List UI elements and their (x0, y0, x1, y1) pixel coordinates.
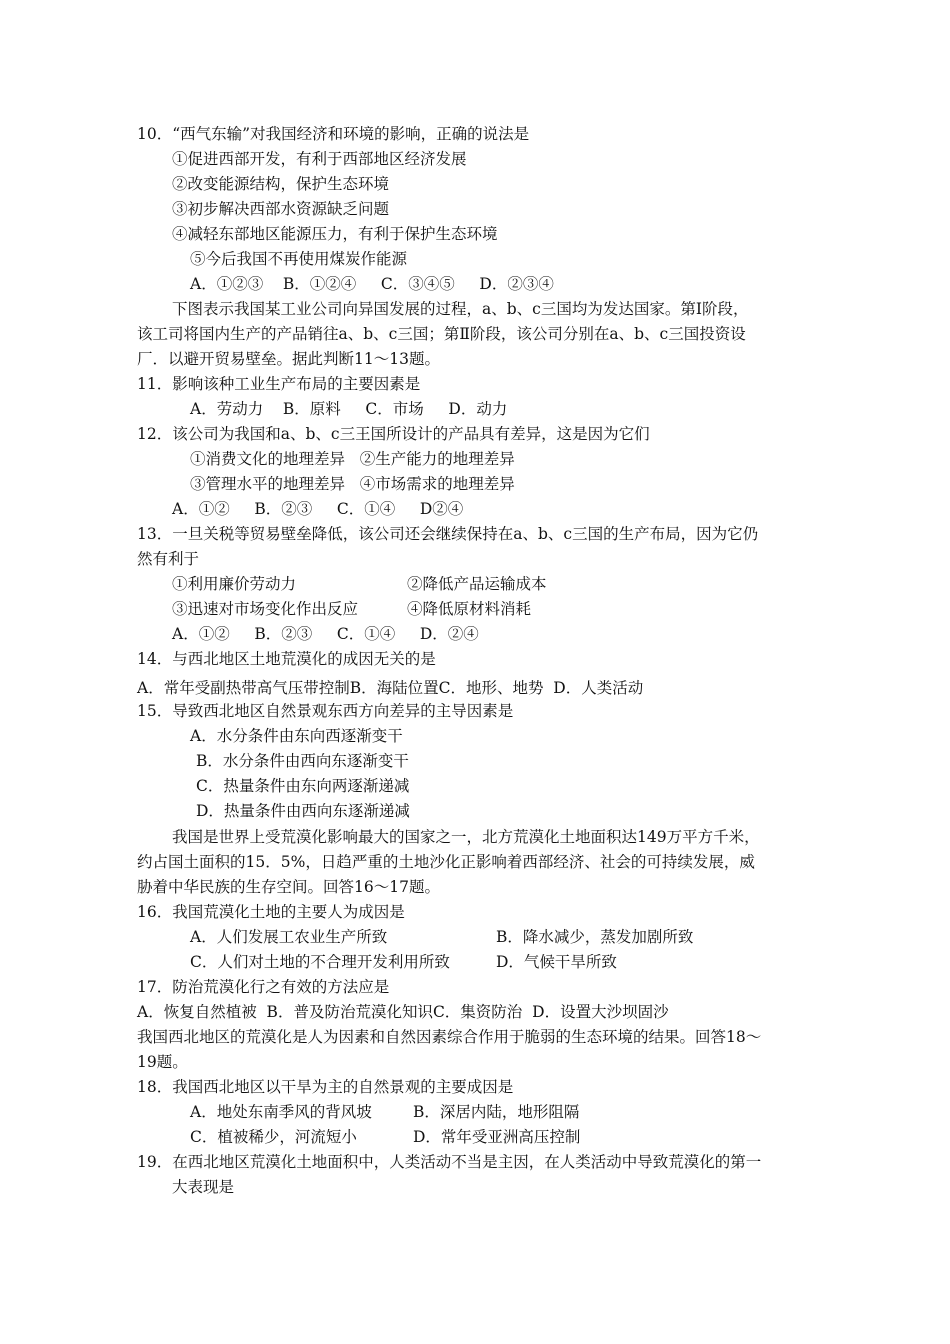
q17-stem: 17．防治荒漠化行之有效的方法应是 (137, 978, 390, 996)
q11-stem: 11．影响该种工业生产布局的主要因素是 (137, 375, 421, 393)
q12-stem: 12．该公司为我国和a、b、c三王国所设计的产品具有差异，这是因为它们 (137, 425, 650, 443)
q10-item-5: ⑤今后我国不再使用煤炭作能源 (190, 250, 408, 268)
passage-11-13-line-2: 该工司将国内生产的产品销往a、b、c三国；第Ⅱ阶段，该公司分别在a、b、c三国投资设 (137, 325, 746, 343)
q19-stem-line-2: 大表现是 (172, 1178, 235, 1196)
q15-option-b: B．水分条件由西向东逐渐变干 (196, 752, 409, 770)
q12-items-2: ③管理水平的地理差异 ④市场需求的地理差异 (190, 475, 515, 493)
q13-stem-line-2: 然有利于 (137, 550, 200, 568)
q12-items-1: ①消费文化的地理差异 ②生产能力的地理差异 (190, 450, 515, 468)
passage-11-13-line-3: 厂．以避开贸易壁垒。据此判断11～13题。 (137, 350, 440, 368)
q13-item-4: ④降低原材料消耗 (407, 600, 532, 618)
q18-stem: 18．我国西北地区以干旱为主的自然景观的主要成因是 (137, 1078, 514, 1096)
q18-option-b: B．深居内陆，地形阻隔 (413, 1103, 580, 1121)
passage-16-17-line-1: 我国是世界上受荒漠化影响最大的国家之一，北方荒漠化土地面积达149万平方千米， (172, 828, 760, 846)
passage-16-17-line-2: 约占国土面积的15．5%，日趋严重的土地沙化正影响着西部经济、社会的可持续发展，威 (137, 853, 755, 871)
q14-options: A．常年受副热带高气压带控制B．海陆位置C．地形、地势 D．人类活动 (137, 679, 644, 697)
q14-stem: 14．与西北地区土地荒漠化的成因无关的是 (137, 650, 436, 668)
q15-stem: 15．导致西北地区自然景观东西方向差异的主导因素是 (137, 702, 514, 720)
q12-options: A．①② B．②③ C．①④ D②④ (172, 500, 464, 518)
q10-item-4: ④减轻东部地区能源压力，有利于保护生态环境 (172, 225, 498, 243)
q16-option-a: A．人们发展工农业生产所致 (190, 928, 388, 946)
passage-18-19-line-2: 19题。 (137, 1053, 188, 1071)
q15-option-d: D．热量条件由西向东逐渐递减 (196, 802, 410, 820)
q13-item-1: ①利用廉价劳动力 (172, 575, 297, 593)
q18-option-c: C．植被稀少，河流短小 (190, 1128, 357, 1146)
q16-stem: 16．我国荒漠化土地的主要人为成因是 (137, 903, 405, 921)
q15-option-a: A．水分条件由东向西逐渐变干 (190, 727, 403, 745)
q18-option-a: A．地处东南季风的背风坡 (190, 1103, 372, 1121)
q16-option-c: C．人们对土地的不合理开发利用所致 (190, 953, 450, 971)
q10-item-1: ①促进西部开发，有利于西部地区经济发展 (172, 150, 467, 168)
q13-stem-line-1: 13．一旦关税等贸易壁垒降低，该公司还会继续保持在a、b、c三国的生产布局，因为它仍 (137, 525, 759, 543)
q13-item-3: ③迅速对市场变化作出反应 (172, 600, 359, 618)
passage-16-17-line-3: 胁着中华民族的生存空间。回答16～17题。 (137, 878, 440, 896)
q10-item-2: ②改变能源结构，保护生态环境 (172, 175, 390, 193)
q13-item-2: ②降低产品运输成本 (407, 575, 547, 593)
passage-11-13-line-1: 下图表示我国某工业公司向异国发展的过程，a、b、c三国均为发达国家。第Ⅰ阶段， (172, 300, 749, 318)
q17-options: A．恢复自然植被 B．普及防治荒漠化知识C．集资防治 D．设置大沙坝固沙 (137, 1003, 669, 1021)
q11-options: A．劳动力 B．原料 C．市场 D．动力 (190, 400, 508, 418)
q13-options: A．①② B．②③ C．①④ D．②④ (172, 625, 479, 643)
q18-option-d: D．常年受亚洲高压控制 (413, 1128, 581, 1146)
q16-option-d: D．气候干旱所致 (496, 953, 617, 971)
q10-item-3: ③初步解决西部水资源缺乏问题 (172, 200, 390, 218)
q19-stem-line-1: 19．在西北地区荒漠化土地面积中，人类活动不当是主因，在人类活动中导致荒漠化的第一 (137, 1153, 762, 1171)
passage-18-19-line-1: 我国西北地区的荒漠化是人为因素和自然因素综合作用于脆弱的生态环境的结果。回答18～ (137, 1028, 762, 1046)
q10-stem: 10．“西气东输”对我国经济和环境的影响，正确的说法是 (137, 125, 530, 143)
q15-option-c: C．热量条件由东向两逐渐递减 (196, 777, 410, 795)
q10-options: A．①②③ B．①②④ C．③④⑤ D．②③④ (190, 275, 554, 293)
q16-option-b: B．降水减少，蒸发加剧所致 (496, 928, 694, 946)
